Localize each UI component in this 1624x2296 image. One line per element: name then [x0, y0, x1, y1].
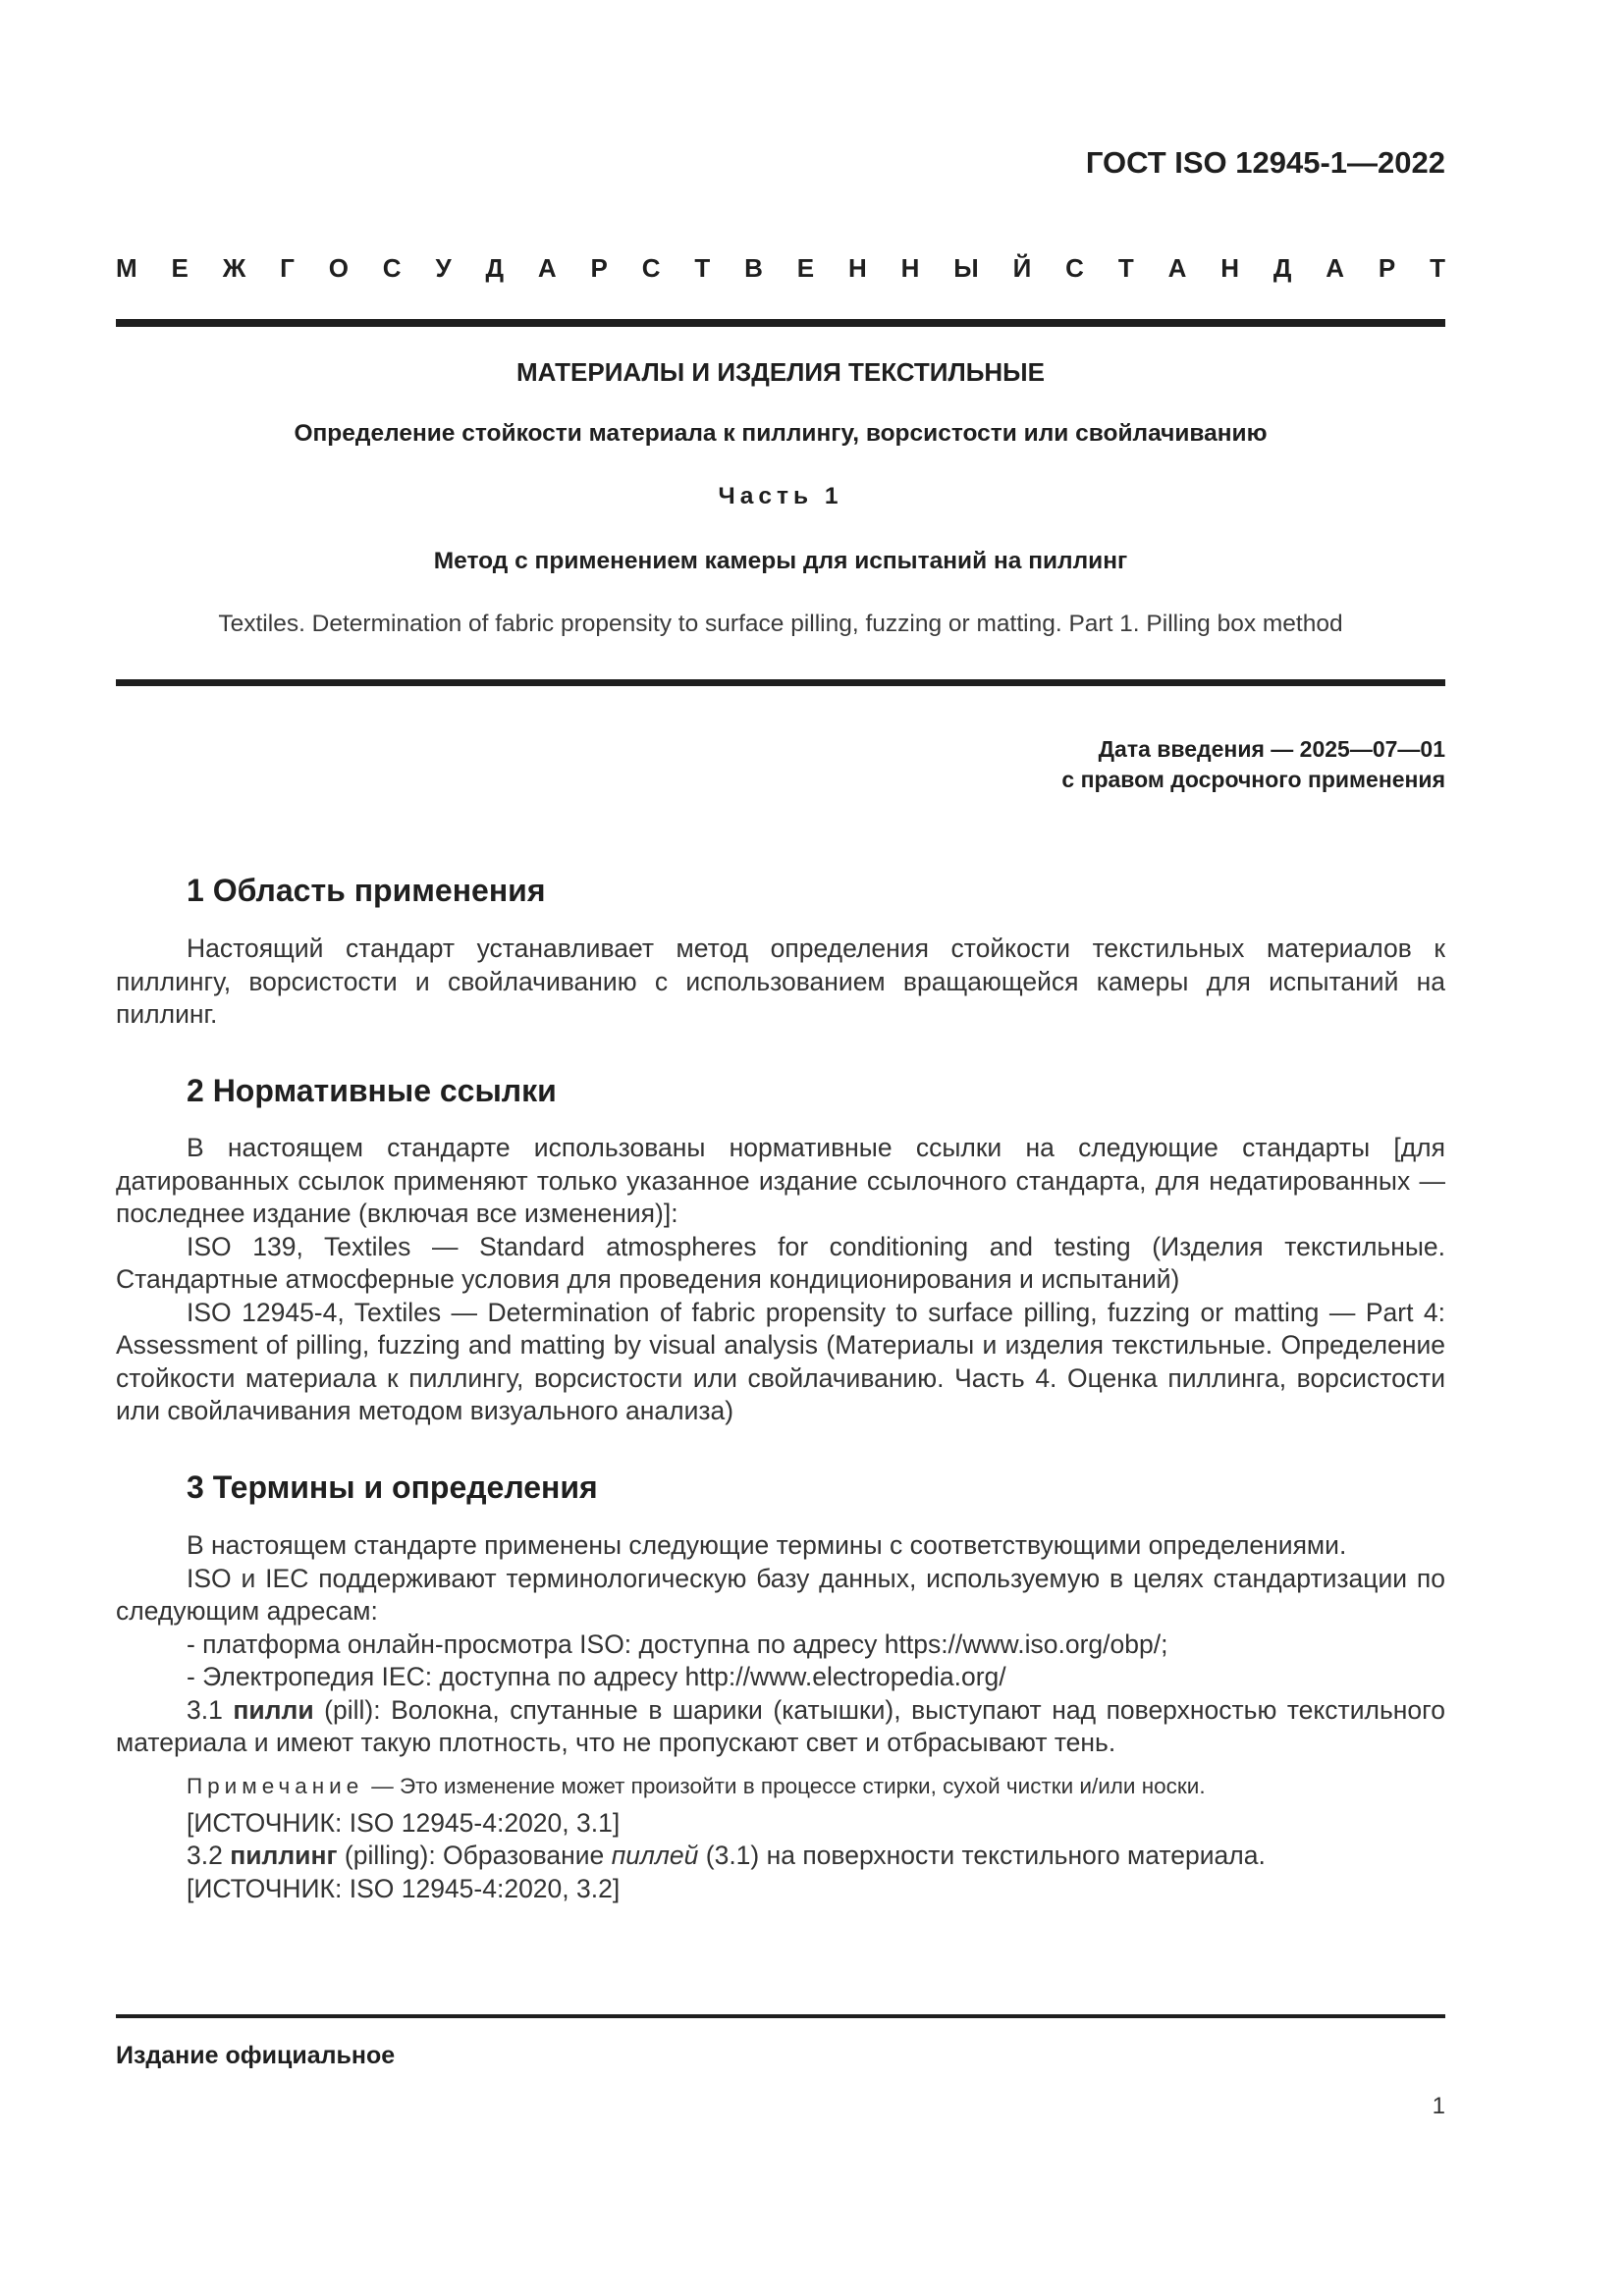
note-label: Примечание	[187, 1773, 364, 1798]
terminology-database-paragraph: ISO и IEC поддерживают терминологическую базу данных, используемую в целях стандартизации по следующим адресам:	[116, 1563, 1445, 1626]
reference-iso-12945-4: ISO 12945-4, Textiles — Determination of fabric propensity to surface pilling, fuzzing or matting — Part 4: Assessment of pilling, fuzzing and matting by visual analysis (Материалы и изделия текстильные. Определение стойкости материала к пиллингу, ворсистости или свойлачиванию. Часть 4. Оценка пиллинга, ворсистости или свойлачивания методом визуального анализа)	[116, 1297, 1445, 1425]
standard-number: ГОСТ ISO 12945-1—2022	[1085, 145, 1445, 180]
term-3-1-number: 3.1	[187, 1694, 223, 1725]
page-number: 1	[1432, 2093, 1445, 2119]
term-3-2-source: [ИСТОЧНИК: ISO 12945-4:2020, 3.2]	[187, 1873, 621, 1903]
document-part: Часть 1	[718, 483, 843, 509]
english-title: Textiles. Determination of fabric propensity to surface pilling, fuzzing or matting. Part 1. Pilling box method	[218, 611, 1343, 637]
term-3-1-definition: (pill): Волокна, спутанные в шарики (катышки), выступают над поверхностью текстильного материала и имеют такую плотность, что не пропускают свет и отбрасывают тень.	[116, 1694, 1445, 1757]
document-method-title: Метод с применением камеры для испытаний на пиллинг	[433, 548, 1128, 574]
note-text: — Это изменение может произойти в процессе стирки, сухой чистки и/или носки.	[371, 1773, 1206, 1798]
section-2-body	[116, 1132, 1445, 1428]
iso-obp-link: - платформа онлайн-просмотра ISO: доступна по адресу https://www.iso.org/obp/;	[187, 1629, 1168, 1659]
term-3-1-source: [ИСТОЧНИК: ISO 12945-4:2020, 3.1]	[187, 1807, 621, 1838]
section-2-heading: 2 Нормативные ссылки	[187, 1073, 557, 1108]
footer-divider	[116, 2014, 1445, 2018]
term-3-2-definition-start: (pilling): Образование	[344, 1841, 605, 1870]
section-3-heading: 3 Термины и определения	[187, 1469, 598, 1505]
title-divider	[116, 679, 1445, 686]
scope-paragraph: Настоящий стандарт устанавливает метод определения стойкости текстильных материалов к пиллингу, ворсистости и свойлачиванию с использованием вращающейся камеры для испытаний на пиллинг.	[116, 934, 1445, 1029]
introduction-date: Дата введения — 2025—07—01	[1098, 736, 1445, 762]
official-edition-label: Издание официальное	[116, 2042, 396, 2069]
interstate-standard-banner: М Е Ж Г О С У Д А Р С Т В Е Н Н Ы Й С Т А Н Д А Р Т	[116, 253, 1445, 283]
term-3-1-note	[116, 1772, 1445, 1801]
iec-electropedia-link: - Электропедия IEC: доступна по адресу http://www.electropedia.org/	[187, 1662, 1006, 1691]
term-3-2	[116, 1840, 1445, 1873]
normative-intro-paragraph: В настоящем стандарте использованы нормативные ссылки на следующие стандарты [для датированных ссылок применяют только указанное издание ссылочного стандарта, для недатированных — последнее издание (включая все изменения)]:	[116, 1133, 1445, 1228]
terms-intro-paragraph: В настоящем стандарте применены следующие термины с соответствующими определениями.	[187, 1530, 1347, 1560]
document-subtitle: Определение стойкости материала к пиллингу, ворсистости или свойлачиванию	[294, 420, 1268, 447]
term-3-2-definition-end: (3.1) на поверхности текстильного материала.	[705, 1841, 1266, 1870]
term-3-1-term: пилли	[233, 1694, 314, 1725]
term-3-1	[116, 1694, 1445, 1760]
section-1-heading: 1 Область применения	[187, 873, 546, 908]
term-3-2-italic-reference: пиллей	[611, 1841, 699, 1870]
term-3-2-number: 3.2	[187, 1841, 223, 1870]
introduction-date-block	[1061, 734, 1445, 795]
reference-iso-139: ISO 139, Textiles — Standard atmospheres for conditioning and testing (Изделия текстильные. Стандартные атмосферные условия для проведения кондиционирования и испытаний)	[116, 1231, 1445, 1294]
top-divider	[116, 319, 1445, 327]
term-3-2-term: пиллинг	[230, 1841, 338, 1870]
document-main-title: МАТЕРИАЛЫ И ИЗДЕЛИЯ ТЕКСТИЛЬНЫЕ	[516, 357, 1045, 387]
section-1-body	[116, 933, 1445, 1032]
early-application-note: с правом досрочного применения	[1061, 767, 1445, 792]
section-3-body	[116, 1529, 1445, 1905]
